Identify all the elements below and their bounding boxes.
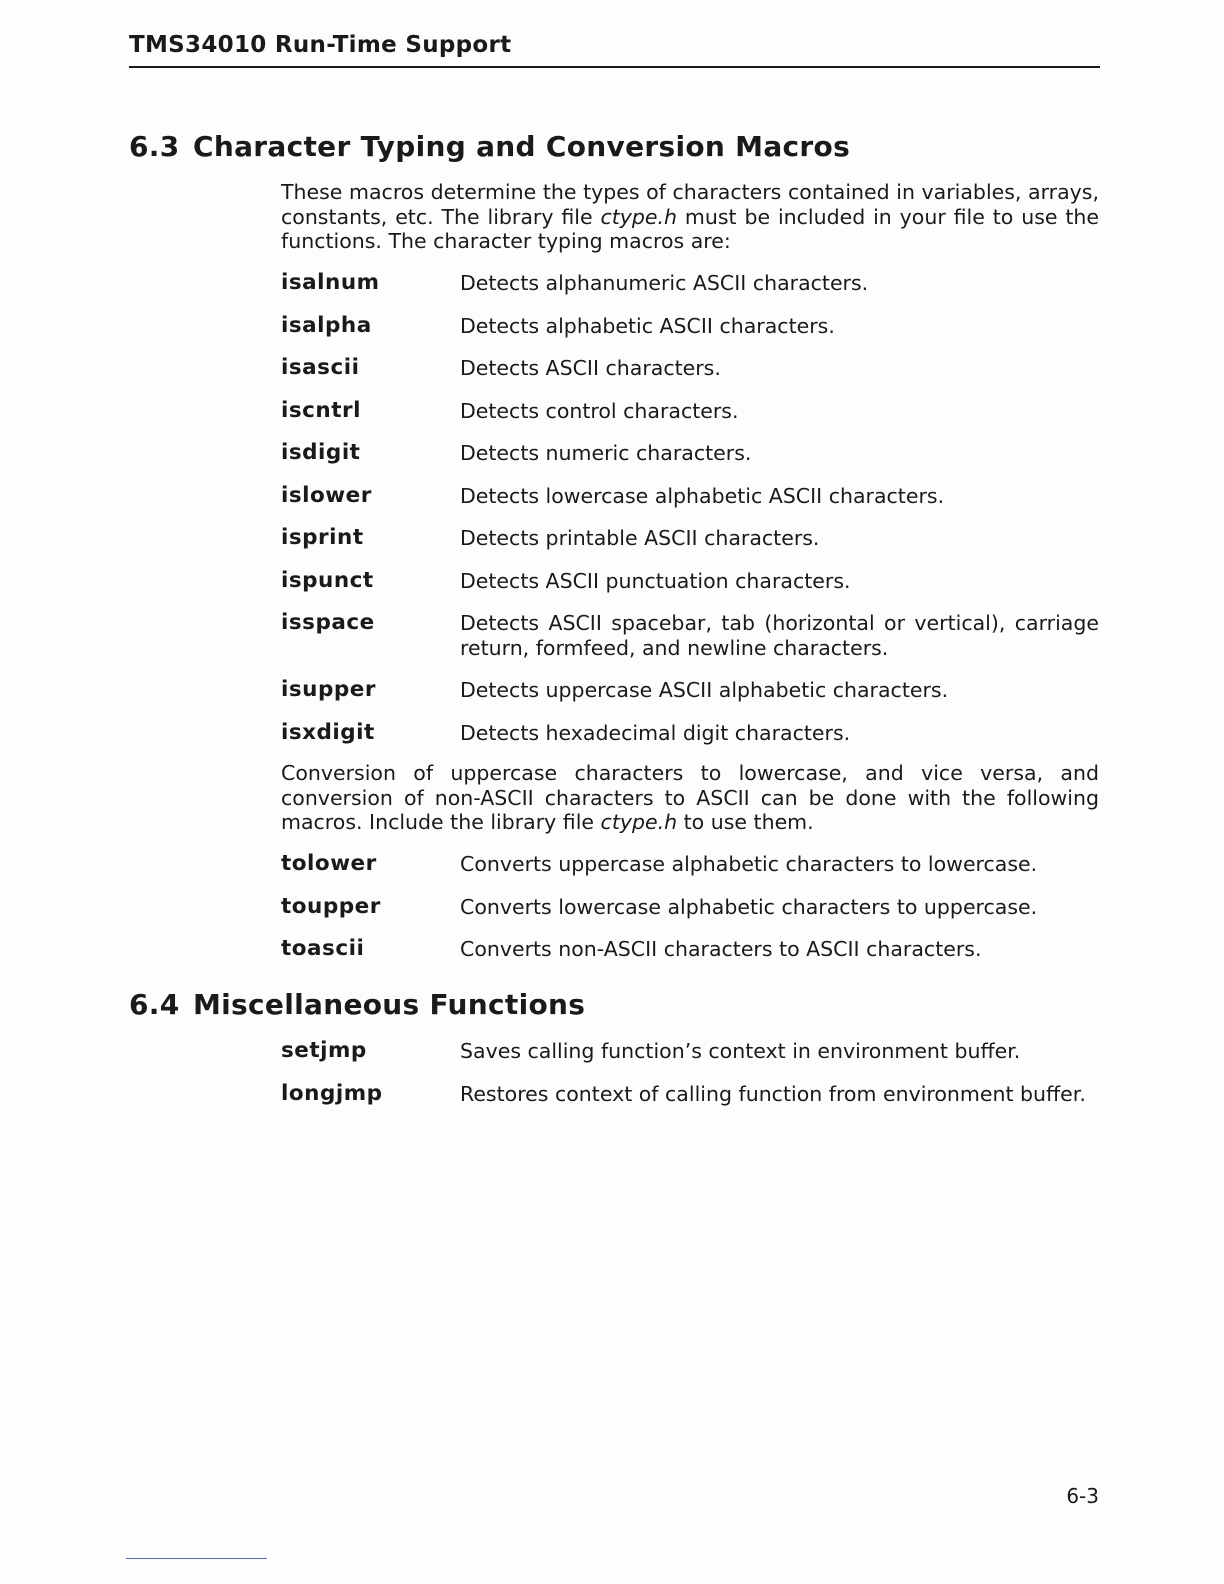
definition-row: [281, 484, 1099, 509]
macro-description: Restores context of calling function from environment buffer.: [460, 1081, 1086, 1106]
macro-name: isspace: [281, 610, 375, 635]
definition-row: [281, 569, 1099, 594]
definition-row: [281, 895, 1099, 920]
definition-row: [281, 356, 1099, 381]
macro-description: Detects uppercase ASCII alphabetic characters.: [460, 678, 949, 702]
section-title: Miscellaneous Functions: [193, 988, 586, 1021]
macro-name: isprint: [281, 525, 364, 550]
macro-name: longjmp: [281, 1080, 383, 1106]
definition-row: [281, 526, 1099, 551]
file-name: ctype.h: [600, 810, 678, 834]
macro-name: isalnum: [281, 270, 380, 295]
macro-description: Detects hexadecimal digit characters.: [460, 720, 851, 745]
macro-name: setjmp: [281, 1038, 367, 1063]
definition-row: [281, 678, 1099, 703]
macro-description: Converts lowercase alphabetic characters to uppercase.: [460, 894, 1038, 919]
macro-description: Detects ASCII characters.: [460, 356, 721, 380]
macro-name: toupper: [281, 893, 381, 919]
macro-description: Detects numeric characters.: [460, 441, 752, 465]
conversion-paragraph: [281, 761, 1099, 835]
macro-name: toascii: [281, 936, 365, 961]
misc-function-list: [281, 1039, 1099, 1106]
definition-row: [281, 1082, 1099, 1107]
conversion-text-end: to use them.: [677, 810, 814, 834]
typing-macro-list: [281, 271, 1099, 745]
intro-text-start: These macros determine the types of characters contained in variables, arrays, constants, etc. The library file: [281, 180, 1099, 229]
macro-description: Detects alphabetic ASCII characters.: [460, 313, 835, 338]
macro-description: Detects lowercase alphabetic ASCII characters.: [460, 483, 945, 508]
macro-name: islower: [281, 482, 372, 508]
section-heading-6-3: [129, 130, 850, 163]
section-number: 6.3: [129, 130, 180, 163]
macro-description: Detects printable ASCII characters.: [460, 526, 820, 550]
macro-description: Detects control characters.: [460, 398, 739, 423]
macro-description: Converts uppercase alphabetic characters to lowercase.: [460, 852, 1038, 876]
macro-description: Converts non-ASCII characters to ASCII characters.: [460, 937, 982, 961]
macro-description: Detects alphanumeric ASCII characters.: [460, 271, 869, 295]
macro-name: ispunct: [281, 567, 374, 593]
macro-description: Detects ASCII spacebar, tab (horizontal or vertical), carriage return, formfeed, and newline characters.: [460, 611, 1099, 660]
macro-name: isalpha: [281, 312, 372, 338]
definition-row: [281, 852, 1099, 877]
macro-name: tolower: [281, 851, 377, 876]
definition-row: [281, 1039, 1099, 1064]
intro-paragraph: [281, 180, 1099, 254]
section-title: Character Typing and Conversion Macros: [193, 130, 851, 163]
macro-description: Detects ASCII punctuation characters.: [460, 568, 851, 593]
definition-row: [281, 314, 1099, 339]
definition-row: [281, 937, 1099, 962]
section-heading-6-4: [129, 988, 585, 1021]
section-number: 6.4: [129, 988, 180, 1021]
definition-row: [281, 441, 1099, 466]
file-name: ctype.h: [600, 204, 678, 229]
definition-row: [281, 611, 1099, 660]
definition-row: [281, 399, 1099, 424]
macro-description: Saves calling function’s context in environment buffer.: [460, 1039, 1021, 1063]
page-number: 6-3: [1066, 1484, 1099, 1508]
footer-rule: [126, 1558, 267, 1559]
conversion-macro-list: [281, 852, 1099, 962]
conversion-text-start: Conversion of uppercase characters to lowercase, and vice versa, and conversion of non-ASCII characters to ASCII can be done with the following macros. Include the library file: [281, 761, 1099, 834]
macro-name: isupper: [281, 677, 376, 702]
definition-row: [281, 721, 1099, 746]
running-header: TMS34010 Run-Time Support: [129, 32, 1100, 68]
macro-name: isdigit: [281, 440, 361, 465]
macro-name: iscntrl: [281, 397, 361, 423]
intro-text-end: must be included in your file to use the functions. The character typing macros are:: [281, 204, 1099, 253]
definition-row: [281, 271, 1099, 296]
macro-name: isxdigit: [281, 719, 375, 745]
macro-name: isascii: [281, 355, 360, 380]
